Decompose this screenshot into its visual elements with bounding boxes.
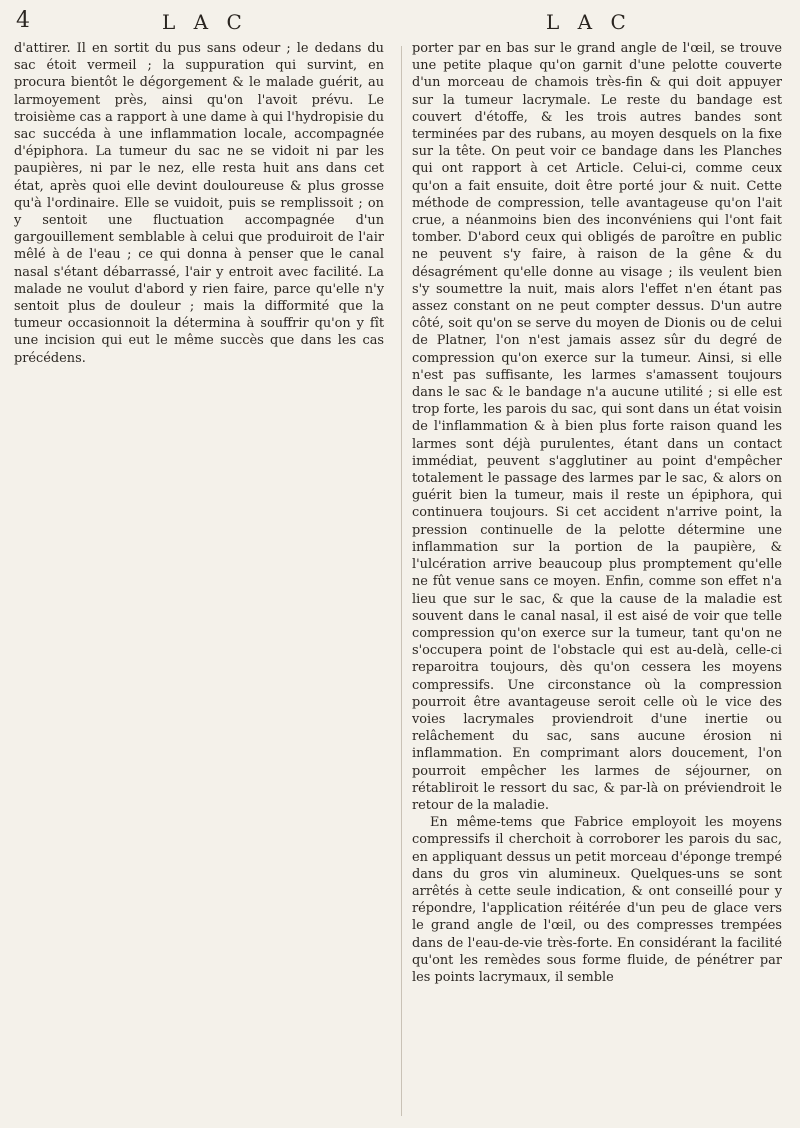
page-header (0, 8, 800, 42)
left-paragraph-1: d'attirer. Il en sortit du pus sans odeur ; le dedans du sac étoit vermeil ; la suppuration qui survint, en procura bientôt le dégorgement & le malade guérit, au larmoyement près, ainsi qu'on l'avoit prévu. Le troisième cas a rapport à une dame à qui l'hydropisie du sac succéda à une inflammation locale, accompagnée d'épiphora. La tumeur du sac ne se vidoit ni par les paupières, ni par le nez, elle resta huit ans dans cet état, après quoi elle devint douloureuse & plus grosse qu'à l'ordinaire. Elle se vuidoit, puis se remplissoit ; on y sentoit une fluctuation accompagnée d'un gargouillement semblable à celui que produiroit de l'air mêlé à de l'eau ; ce qui donna à penser que le canal nasal s'étant débarrassé, l'air y entroit avec facilité. La malade ne voulut d'abord y rien faire, parce qu'elle n'y sentoit plus de douleur ; mais la difformité que la tumeur occasionnoit la détermina à souffrir qu'on y fît une incision qui eut le même succès que dans les cas précédens. (14, 41, 384, 366)
text-columns (4, 40, 784, 1120)
column-divider (401, 46, 402, 1116)
right-column (412, 40, 782, 1120)
page-number: 4 (16, 8, 30, 33)
right-paragraph-1: porter par en bas sur le grand angle de l'œil, se trouve une petite plaque qu'on garnit d'une pelotte couverte d'un morceau de chamois très-fin & qui doit appuyer sur la tumeur lacrymale. Le reste du bandage est couvert d'étoffe, & les trois autres bandes sont terminées par des rubans, au moyen desquels on la fixe sur la tête. On peut voir ce bandage dans les Planches qui ont rapport à cet Article. Celui-ci, comme ceux qu'on a fait ensuite, doit être porté jour & nuit. Cette méthode de compression, telle avantageuse qu'on l'ait crue, a néanmoins bien des inconvéniens qui l'ont fait tomber. D'abord ceux qui obligés de paroître en public ne peuvent s'y faire, à raison de la gêne & du désagrément qu'elle donne au visage ; ils veulent bien s'y soumettre la nuit, mais alors l'effet n'en étant pas assez constant on ne peut compter dessus. D'un autre côté, soit qu'on se serve du moyen de Dionis ou de celui de Platner, l'on n'est jamais assez sûr du degré de compression qu'on exerce sur la tumeur. Ainsi, si elle n'est pas suffisante, les larmes s'amassent toujours dans le sac & le bandage n'a aucune utilité ; si elle est trop forte, les parois du sac, qui sont dans un état voisin de l'inflammation & à bien plus forte raison quand les larmes sont déjà purulentes, étant dans un contact immédiat, peuvent s'agglutiner au point d'empêcher totalement le passage des larmes par le sac, & alors on guérit bien la tumeur, mais il reste un épiphora, qui continuera toujours. Si cet accident n'arrive point, la pression continuelle de la pelotte détermine une inflammation sur la portion de la paupière, & l'ulcération arrive beaucoup plus promptement qu'elle ne fût venue sans ce moyen. Enfin, comme son effet n'a lieu que sur le sac, & que la cause de la maladie est souvent dans le canal nasal, il est aisé de voir que telle compression qu'on exerce sur la tumeur, tant qu'on ne s'occupera point de l'obstacle qui est au-delà, celle-ci reparoitra toujours, dès qu'on cessera les moyens compressifs. Une circonstance où la compression pourroit être avantageuse seroit celle où le vice des voies lacrymales proviendroit d'une inertie ou relâchement du sac, sans aucune érosion ni inflammation. En comprimant alors doucement, l'on pourroit empêcher les larmes de séjourner, on rétabliroit le ressort du sac, & par-là on préviendroit le retour de la maladie. (412, 41, 782, 813)
running-head-right: L A C (546, 10, 632, 34)
running-head-left: L A C (162, 10, 248, 34)
right-paragraph-2: En même-tems que Fabrice employoit les moyens compressifs il cherchoit à corroborer les parois du sac, en appliquant dessus un petit morceau d'éponge trempé dans du gros vin alumineux. Quelques-uns se sont arrêtés à cette seule indication, & ont conseillé pour y répondre, l'application réitérée d'un peu de glace vers le grand angle de l'œil, ou des compresses trempées dans de l'eau-de-vie très-forte. En considérant la facilité qu'ont les remèdes sous forme fluide, de pénétrer par les points lacrymaux, il semble (412, 815, 782, 985)
left-column (14, 40, 384, 1120)
